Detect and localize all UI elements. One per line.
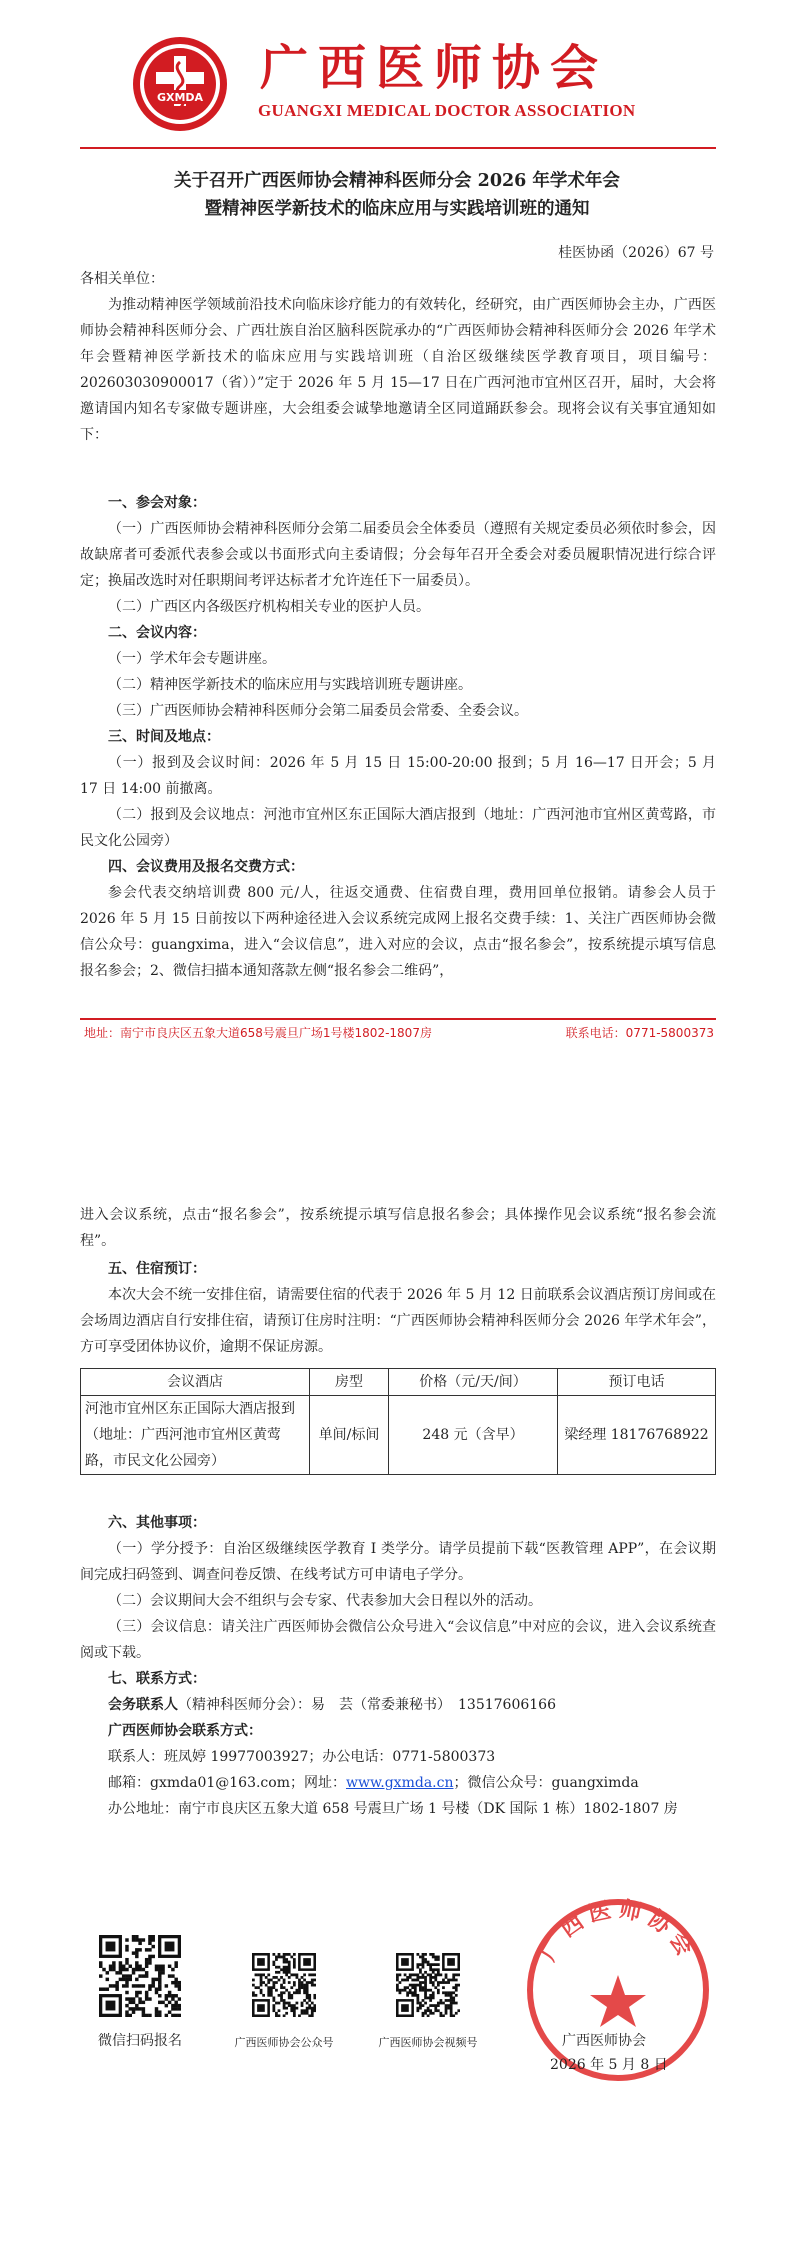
section-3-item-1: （一）报到及会议时间：2026 年 5 月 15 日 15:00-20:00 报到；5 月 16—17 日开会；5 月 17 日 14:00 前撤离。	[80, 755, 716, 797]
office-address: 办公地址：南宁市良庆区五象大道 658 号震旦广场 1 号楼（DK 国际 1 栋）1802-1807 房	[108, 1801, 678, 1817]
section-2-heading: 二、会议内容：	[108, 625, 206, 641]
signature-org: 广西医师协会	[562, 2033, 646, 2049]
intro-paragraph: 为推动精神医学领域前沿技术向临床诊疗能力的有效转化，经研究，由广西医师协会主办，广西医师协会精神科医师分会、广西壮族自治区脑科医院承办的“广西医师协会精神科医师分会 2026 年学术年会暨精神医学新技术的临床应用与实践培训班（自治区级继续医学教育项目，项目编号：202603030900017（省））”定于 2026 年 5 月 15—17 日在广西河池市宜州区召开，届时，大会将邀请国内知名专家做专题讲座，大会组委会诚挚地邀请全区同道踊跃参会。现将会议有关事宜通知如下：	[80, 297, 716, 443]
section-5-paragraph: 本次大会不统一安排住宿，请需要住宿的代表于 2026 年 5 月 12 日前联系会议酒店预订房间或在会场周边酒店自行安排住宿，请预订住房时注明：“广西医师协会精神科医师分会 2026 年学术年会”，方可享受团体协议价，逾期不保证房源。	[80, 1287, 716, 1355]
section-3-item-2: （二）报到及会议地点：河池市宜州区东正国际大酒店报到（地址：广西河池市宜州区黄莺路，市民文化公园旁）	[80, 807, 716, 849]
footer-phone: 联系电话：0771-5800373	[565, 1026, 714, 1040]
page-footer-divider	[80, 1018, 716, 1020]
section-1-heading: 一、参会对象：	[108, 495, 206, 511]
doc-title-line1: 关于召开广西医师协会精神科医师分会 2026 年学术年会	[174, 171, 620, 191]
assoc-contact-person: 联系人：班凤婷 19977003927；办公电话：0771-5800373	[108, 1749, 496, 1765]
section-4-paragraph: 参会代表交纳培训费 800 元/人，往返交通费、住宿费自理，费用回单位报销。请参会人员于 2026 年 5 月 15 日前按以下两种途径进入会议系统完成网上报名交费手续：1、关注广西医师协会微信公众号：guangxima，进入“会议信息”，进入对应的会议，点击“报名参会”，按系统提示填写信息报名参会；2、微信扫描本通知落款左侧“报名参会二维码”，	[80, 885, 716, 979]
contact-affairs	[108, 1692, 556, 1718]
website-link[interactable]: www.gxmda.cn	[345, 1775, 454, 1791]
table-row	[81, 1396, 716, 1475]
registration-qr-code-icon[interactable]	[99, 1935, 181, 2017]
section-6-heading: 六、其他事项：	[108, 1515, 206, 1531]
section-6-item-1: （一）学分授予：自治区级继续医学教育 I 类学分。请学员提前下载“医教管理 APP”，在会议期间完成扫码签到、调查问卷反馈、在线考试方可申请电子学分。	[80, 1541, 716, 1583]
section-4-continuation: 进入会议系统，点击“报名参会”，按系统提示填写信息报名参会；具体操作见会议系统“报名参会流程”。	[80, 1207, 716, 1249]
wechat-text: ；微信公众号：guangximda	[453, 1775, 639, 1791]
header-divider	[80, 147, 716, 149]
section-1-item-2: （二）广西区内各级医疗机构相关专业的医护人员。	[108, 599, 430, 615]
section-1-item-1: （一）广西医师协会精神科医师分会第二届委员会全体委员（遵照有关规定委员必须依时参会，因故缺席者可委派代表参会或以书面形式向主委请假；分会每年召开全委会对委员履职情况进行综合评定；换届改选时对任职期间考评达标者才允许连任下一届委员）。	[80, 521, 716, 589]
logo-text: GXMDA	[156, 91, 204, 104]
doc-title-line2: 暨精神医学新技术的临床应用与实践培训班的通知	[204, 199, 590, 219]
section-3-heading: 三、时间及地点：	[108, 729, 220, 745]
section-6-item-2: （二）会议期间大会不组织与会专家、代表参加大会日程以外的活动。	[108, 1593, 542, 1609]
assoc-contact-heading: 广西医师协会联系方式：	[108, 1723, 262, 1739]
qr-caption-official-account: 广西医师协会公众号	[234, 2036, 334, 2049]
qr-caption-video-account: 广西医师协会视频号	[378, 2036, 478, 2049]
table-cell-hotel: 河池市宜州区东正国际大酒店报到（地址：广西河池市宜州区黄莺路，市民文化公园旁）	[81, 1396, 310, 1475]
seal-text: 广西医师协会	[535, 1896, 701, 1966]
email-line	[108, 1770, 639, 1796]
official-account-qr-code-icon[interactable]	[252, 1953, 316, 2017]
table-cell-room: 单间/标间	[310, 1396, 389, 1475]
salutation: 各相关单位：	[80, 271, 164, 287]
org-name-en: GUANGXI MEDICAL DOCTOR ASSOCIATION	[258, 101, 636, 120]
video-account-qr-code-icon[interactable]	[396, 1953, 460, 2017]
section-4-heading: 四、会议费用及报名交费方式：	[108, 859, 304, 875]
section-2-item-1: （一）学术年会专题讲座。	[108, 651, 276, 667]
table-header: 预订电话	[558, 1369, 716, 1396]
section-2-item-3: （三）广西医师协会精神科医师分会第二届委员会常委、全委会议。	[108, 703, 528, 719]
table-header: 房型	[310, 1369, 389, 1396]
org-name-cn: 广西医师协会	[260, 40, 609, 96]
table-cell-phone: 梁经理 18176768922	[558, 1396, 716, 1475]
section-5-heading: 五、住宿预订：	[108, 1261, 206, 1277]
email-text: 邮箱：gxmda01@163.com；网址：	[108, 1775, 346, 1791]
table-cell-price: 248 元（含早）	[389, 1396, 558, 1475]
table-header: 会议酒店	[81, 1369, 310, 1396]
table-header-row	[81, 1369, 716, 1396]
section-7-heading: 七、联系方式：	[108, 1671, 206, 1687]
hotel-table	[80, 1368, 716, 1475]
contact-affairs-detail: （精神科医师分会）：易 芸（常委兼秘书） 13517606166	[178, 1697, 556, 1713]
doc-number: 桂医协函（2026）67 号	[558, 245, 714, 261]
section-6-item-3: （三）会议信息：请关注广西医师协会微信公众号进入“会议信息”中对应的会议，进入会议系统查阅或下载。	[80, 1619, 716, 1661]
table-header: 价格（元/天/间）	[389, 1369, 558, 1396]
qr-caption-registration: 微信扫码报名	[98, 2033, 182, 2049]
footer-address: 地址：南宁市良庆区五象大道658号震旦广场1号楼1802-1807房	[84, 1026, 432, 1040]
contact-affairs-label: 会务联系人	[108, 1697, 178, 1713]
letterhead	[130, 34, 690, 144]
signature-date: 2026 年 5 月 8 日	[550, 2057, 668, 2073]
association-logo-icon	[130, 34, 230, 134]
section-2-item-2: （二）精神医学新技术的临床应用与实践培训班专题讲座。	[108, 677, 472, 693]
svg-text:广西医师协会	[535, 1896, 700, 1965]
